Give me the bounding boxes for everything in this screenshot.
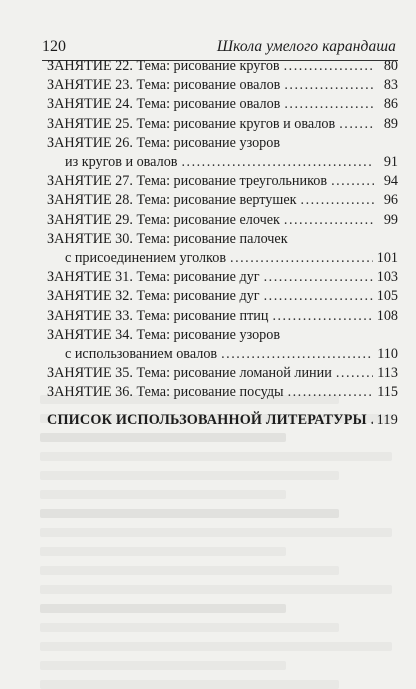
toc-entry-title-line: ЗАНЯТИЕ 27. Тема: рисование треугольников	[47, 173, 328, 190]
toc-entry-title-line: ЗАНЯТИЕ 24. Тема: рисование овалов	[47, 96, 281, 113]
dot-leader	[339, 115, 374, 134]
toc-entry-title-line: ЗАНЯТИЕ 31. Тема: рисование дуг	[47, 269, 260, 286]
page-number: 120	[42, 38, 66, 55]
toc-entry-title-line: ЗАНЯТИЕ 35. Тема: рисование ломаной линии	[47, 365, 332, 382]
toc-entry-title-line: ЗАНЯТИЕ 30. Тема: рисование палочек	[47, 230, 288, 247]
toc-entry-title-line: ЗАНЯТИЕ 34. Тема: рисование узоров	[47, 326, 281, 343]
dot-leader	[230, 249, 373, 268]
dot-leader	[181, 153, 374, 172]
toc-entry-title-line: ЗАНЯТИЕ 33. Тема: рисование птиц	[47, 307, 269, 324]
toc-entry	[47, 383, 398, 402]
toc-entry-title-line: ЗАНЯТИЕ 23. Тема: рисование овалов	[47, 77, 281, 94]
toc-entry-page: 110	[377, 346, 398, 363]
toc-entry	[47, 115, 398, 134]
toc-entry-title-line: с присоединением уголков	[65, 250, 227, 267]
toc-entry	[47, 57, 398, 76]
literature-page: 119	[376, 411, 398, 428]
toc-entry-page: 91	[383, 154, 398, 171]
toc-entry-page: 96	[383, 192, 398, 209]
toc-entry-title-line: ЗАНЯТИЕ 25. Тема: рисование кругов и овалов	[47, 115, 336, 132]
toc-entry-title-line: с использованием овалов	[65, 346, 218, 363]
literature-title: СПИСОК ИСПОЛЬЗОВАННОЙ ЛИТЕРАТУРЫ	[47, 411, 367, 428]
dot-leader	[336, 364, 373, 383]
toc-entry	[47, 191, 398, 210]
dot-leader	[264, 287, 373, 306]
dot-leader	[272, 307, 372, 326]
toc-entry-title-line: ЗАНЯТИЕ 22. Тема: рисование кругов	[47, 58, 280, 74]
toc-entry-page: 99	[383, 211, 398, 228]
dot-leader	[221, 345, 373, 364]
toc-entry	[47, 326, 398, 364]
dot-leader	[288, 383, 374, 402]
toc-entry-page: 103	[376, 269, 398, 286]
dot-leader	[371, 411, 373, 430]
toc-entry	[47, 364, 398, 383]
toc-entry	[47, 172, 398, 191]
page-header	[42, 37, 396, 59]
dot-leader	[331, 172, 374, 191]
toc-entry	[47, 287, 398, 306]
toc-entry-page: 108	[376, 307, 398, 324]
toc-entry-page: 83	[383, 77, 398, 94]
running-title: Школа умелого карандаша	[216, 38, 396, 55]
toc-entry-title-line: ЗАНЯТИЕ 29. Тема: рисование елочек	[47, 211, 280, 228]
toc-entry-page: 86	[383, 96, 398, 113]
toc-entry	[47, 268, 398, 287]
toc-entry-literature	[47, 411, 398, 430]
toc-entry	[47, 307, 398, 326]
toc-entry-page: 105	[376, 288, 398, 305]
toc-entry	[47, 76, 398, 95]
toc-entry-page: 89	[383, 115, 398, 132]
toc-entry-title-line: ЗАНЯТИЕ 36. Тема: рисование посуды	[47, 384, 284, 401]
toc-entry	[47, 230, 398, 268]
toc-entry	[47, 211, 398, 230]
toc-entry-title-line: ЗАНЯТИЕ 26. Тема: рисование узоров	[47, 134, 281, 151]
table-of-contents	[47, 57, 398, 430]
dot-leader	[264, 268, 373, 287]
toc-entry-page: 80	[383, 58, 398, 74]
toc-entry-page: 94	[383, 173, 398, 190]
dot-leader	[284, 57, 374, 76]
dot-leader	[284, 76, 374, 95]
toc-entry-title-line: ЗАНЯТИЕ 32. Тема: рисование дуг	[47, 288, 260, 305]
dot-leader	[284, 95, 374, 114]
toc-entry-title-line: из кругов и овалов	[65, 154, 178, 171]
toc-entry	[47, 95, 398, 114]
toc-entry-page: 101	[376, 250, 398, 267]
toc-entry-page: 113	[377, 365, 398, 382]
dot-leader	[284, 211, 374, 230]
toc-entry-title-line: ЗАНЯТИЕ 28. Тема: рисование вертушек	[47, 192, 297, 209]
toc-entry	[47, 134, 398, 172]
toc-entry-page: 115	[377, 384, 398, 401]
dot-leader	[301, 191, 374, 210]
